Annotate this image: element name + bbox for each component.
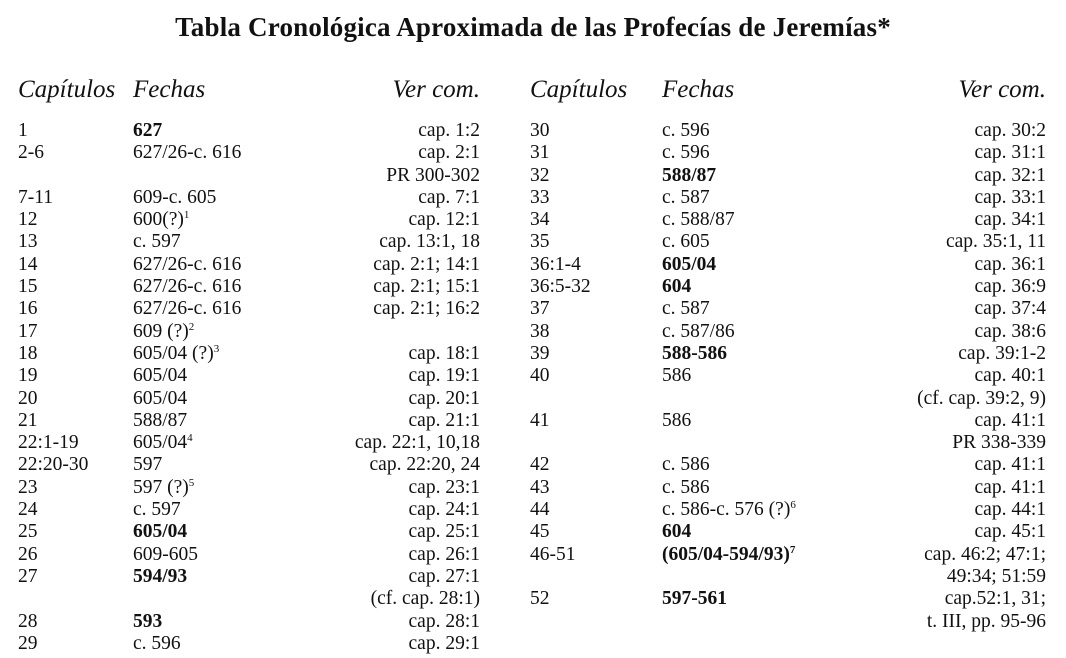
chapter-cell: 36:1-4 bbox=[530, 253, 581, 275]
table-row bbox=[530, 388, 1046, 410]
date-cell bbox=[662, 165, 716, 187]
chapter-cell: 18 bbox=[18, 342, 38, 364]
table-row bbox=[18, 611, 480, 633]
date-text: c. 587/86 bbox=[662, 320, 735, 342]
reference-cell: cap. 19:1 bbox=[408, 365, 480, 387]
table-row bbox=[18, 544, 480, 566]
date-text: 609 (?) bbox=[133, 320, 189, 342]
chapter-cell: 40 bbox=[530, 365, 550, 387]
date-cell bbox=[133, 611, 162, 633]
date-text: c. 596 bbox=[662, 120, 710, 141]
reference-cell: cap. 28:1 bbox=[408, 610, 480, 632]
date-cell bbox=[662, 477, 710, 499]
date-cell bbox=[662, 120, 710, 142]
chapter-cell: 12 bbox=[18, 209, 38, 231]
table-row bbox=[530, 544, 1046, 566]
date-text: c. 586 bbox=[662, 476, 710, 498]
table-row bbox=[530, 298, 1046, 320]
date-text: 593 bbox=[133, 610, 163, 632]
table-row bbox=[530, 432, 1046, 454]
table-row bbox=[18, 254, 480, 276]
date-text: 605/04 bbox=[133, 387, 188, 409]
reference-cell: cap. 39:1-2 bbox=[958, 342, 1046, 364]
date-text: c. 597 bbox=[133, 499, 181, 521]
chapter-cell: 19 bbox=[18, 365, 38, 387]
reference-cell: cap. 32:1 bbox=[974, 164, 1046, 186]
date-cell bbox=[662, 499, 796, 521]
reference-cell: cap. 12:1 bbox=[408, 209, 480, 231]
chapter-cell: 33 bbox=[530, 186, 550, 208]
reference-cell: cap. 35:1, 11 bbox=[945, 231, 1046, 253]
table-row bbox=[530, 454, 1046, 476]
date-cell bbox=[133, 544, 198, 566]
chapter-cell: 26 bbox=[18, 543, 38, 565]
chapter-cell: 14 bbox=[18, 253, 38, 275]
chapter-cell: 39 bbox=[530, 342, 550, 364]
date-cell bbox=[133, 410, 187, 432]
date-cell bbox=[133, 432, 193, 454]
date-text: c. 596 bbox=[133, 632, 181, 654]
date-cell bbox=[133, 566, 187, 588]
chapter-cell: 30 bbox=[530, 120, 550, 141]
footnote-mark: 5 bbox=[188, 476, 195, 489]
reference-cell: cap. 29:1 bbox=[408, 632, 480, 654]
chapter-cell: 27 bbox=[18, 565, 38, 587]
chapter-cell: 38 bbox=[530, 320, 550, 342]
page-title: Tabla Cronológica Aproximada de las Profecías de Jeremías* bbox=[175, 12, 891, 42]
date-text: 627/26-c. 616 bbox=[133, 142, 242, 164]
table-row bbox=[530, 165, 1046, 187]
date-text: 605/04 (?) bbox=[133, 342, 214, 364]
header-chapters: Capítulos bbox=[18, 76, 116, 103]
date-cell bbox=[662, 231, 710, 253]
chapter-cell: 17 bbox=[18, 320, 38, 342]
chapter-cell: 37 bbox=[530, 298, 550, 320]
table-row bbox=[18, 410, 480, 432]
reference-cell: cap. 41:1 bbox=[974, 409, 1046, 431]
chapter-cell: 43 bbox=[530, 476, 550, 498]
reference-cell: cap. 23:1 bbox=[408, 476, 480, 498]
table-row bbox=[530, 120, 1046, 142]
table-row bbox=[530, 142, 1046, 164]
table-row bbox=[530, 566, 1046, 588]
date-text: 604 bbox=[662, 276, 692, 298]
chapter-cell: 32 bbox=[530, 164, 550, 186]
table-row bbox=[18, 298, 480, 320]
chapter-cell: 45 bbox=[530, 521, 550, 543]
reference-cell: cap. 44:1 bbox=[974, 499, 1046, 521]
chapter-cell: 2-6 bbox=[18, 142, 44, 164]
date-cell bbox=[662, 343, 727, 365]
date-cell bbox=[133, 321, 194, 343]
date-cell bbox=[133, 388, 187, 410]
chapter-cell: 31 bbox=[530, 142, 550, 164]
chapter-cell: 46-51 bbox=[530, 543, 576, 565]
table-row bbox=[530, 231, 1046, 253]
reference-cell: cap. 41:1 bbox=[974, 454, 1046, 476]
reference-cell: cap. 40:1 bbox=[974, 365, 1046, 387]
table-row bbox=[18, 365, 480, 387]
reference-cell: PR 300-302 bbox=[386, 164, 480, 186]
reference-cell: cap. 30:2 bbox=[974, 120, 1046, 141]
date-cell bbox=[133, 521, 187, 543]
date-text: c. 587 bbox=[662, 186, 710, 208]
date-cell bbox=[133, 298, 241, 320]
date-text: 609-605 bbox=[133, 543, 198, 565]
date-text: 586 bbox=[662, 409, 692, 431]
date-cell bbox=[133, 254, 241, 276]
footnote-mark: 1 bbox=[183, 209, 190, 222]
table-row bbox=[530, 499, 1046, 521]
table-row bbox=[530, 611, 1046, 633]
chapter-cell: 52 bbox=[530, 588, 550, 610]
table-row bbox=[530, 410, 1046, 432]
reference-cell: cap.52:1, 31; bbox=[944, 588, 1046, 610]
date-text: 597-561 bbox=[662, 588, 727, 610]
date-text: 586 bbox=[662, 365, 692, 387]
date-text: c. 596 bbox=[662, 142, 710, 164]
reference-cell: cap. 41:1 bbox=[974, 476, 1046, 498]
date-cell bbox=[133, 209, 189, 231]
date-cell bbox=[662, 187, 710, 209]
date-cell bbox=[133, 499, 181, 521]
table-row bbox=[530, 365, 1046, 387]
table-row bbox=[530, 321, 1046, 343]
reference-cell: cap. 13:1, 18 bbox=[379, 231, 480, 253]
reference-cell: cap. 24:1 bbox=[408, 499, 480, 521]
table-row bbox=[18, 499, 480, 521]
date-text: c. 597 bbox=[133, 231, 181, 253]
chapter-cell: 16 bbox=[18, 298, 38, 320]
chapter-cell: 21 bbox=[18, 409, 38, 431]
chapter-cell: 36:5-32 bbox=[530, 276, 591, 298]
date-cell bbox=[662, 588, 727, 610]
date-text: 588-586 bbox=[662, 342, 727, 364]
date-cell bbox=[133, 454, 162, 476]
table-row bbox=[18, 588, 480, 610]
reference-cell: cap. 7:1 bbox=[418, 186, 480, 208]
chapter-cell: 34 bbox=[530, 209, 550, 231]
table-row bbox=[530, 209, 1046, 231]
reference-cell: cap. 36:9 bbox=[974, 276, 1046, 298]
table-row bbox=[18, 521, 480, 543]
reference-cell: cap. 45:1 bbox=[974, 521, 1046, 543]
table-row bbox=[530, 477, 1046, 499]
footnote-mark: 3 bbox=[213, 342, 220, 355]
table-row bbox=[18, 187, 480, 209]
date-cell bbox=[662, 254, 716, 276]
date-cell bbox=[662, 142, 710, 164]
date-text: c. 605 bbox=[662, 231, 710, 253]
chapter-cell: 29 bbox=[18, 632, 38, 654]
date-text: 627 bbox=[133, 120, 163, 141]
date-text: 627/26-c. 616 bbox=[133, 253, 242, 275]
header-chapters: Capítulos bbox=[530, 76, 628, 103]
chapter-cell: 42 bbox=[530, 454, 550, 476]
left-header-row bbox=[18, 76, 480, 120]
date-text: 627/26-c. 616 bbox=[133, 276, 242, 298]
date-text: (605/04-594/93) bbox=[662, 543, 790, 565]
table-row bbox=[530, 187, 1046, 209]
chapter-cell: 22:20-30 bbox=[18, 454, 89, 476]
reference-cell: cap. 2:1; 14:1 bbox=[373, 253, 480, 275]
date-cell bbox=[662, 321, 735, 343]
date-cell bbox=[662, 209, 735, 231]
chapter-cell: 13 bbox=[18, 231, 38, 253]
date-text: c. 586 bbox=[662, 454, 710, 476]
right-header-row bbox=[530, 76, 1046, 120]
chapter-cell: 20 bbox=[18, 387, 38, 409]
date-text: 600(?) bbox=[133, 209, 184, 231]
table-row bbox=[18, 477, 480, 499]
reference-cell: cap. 38:6 bbox=[974, 320, 1046, 342]
table-row bbox=[18, 142, 480, 164]
reference-cell: cap. 20:1 bbox=[408, 387, 480, 409]
date-text: 605/04 bbox=[133, 365, 188, 387]
reference-cell: cap. 27:1 bbox=[408, 565, 480, 587]
reference-cell: t. III, pp. 95-96 bbox=[926, 610, 1046, 632]
date-cell bbox=[133, 343, 219, 365]
date-text: 605/04 bbox=[133, 521, 188, 543]
reference-cell: cap. 36:1 bbox=[974, 253, 1046, 275]
reference-cell: PR 338-339 bbox=[952, 432, 1046, 454]
chapter-cell: 1 bbox=[18, 120, 28, 141]
chapter-cell: 7-11 bbox=[18, 186, 54, 208]
date-text: 627/26-c. 616 bbox=[133, 298, 242, 320]
table-row bbox=[18, 120, 480, 142]
date-text: 597 (?) bbox=[133, 476, 189, 498]
date-text: 609-c. 605 bbox=[133, 186, 217, 208]
table-row bbox=[530, 276, 1046, 298]
chapter-cell: 23 bbox=[18, 476, 38, 498]
table-row bbox=[530, 521, 1046, 543]
date-cell bbox=[662, 454, 710, 476]
date-cell bbox=[133, 142, 241, 164]
date-cell bbox=[662, 365, 691, 387]
date-text: c. 586-c. 576 (?) bbox=[662, 499, 791, 521]
table-row bbox=[18, 343, 480, 365]
reference-cell: cap. 37:4 bbox=[974, 298, 1046, 320]
header-dates: Fechas bbox=[133, 76, 206, 103]
date-cell bbox=[133, 231, 181, 253]
date-cell bbox=[133, 633, 181, 655]
right-rows bbox=[530, 120, 1046, 633]
date-text: c. 587 bbox=[662, 298, 710, 320]
chapter-cell: 22:1-19 bbox=[18, 432, 79, 454]
date-cell bbox=[662, 298, 710, 320]
table-row bbox=[18, 209, 480, 231]
date-cell bbox=[662, 276, 691, 298]
chapter-cell: 15 bbox=[18, 276, 38, 298]
date-cell bbox=[662, 410, 691, 432]
table-row bbox=[18, 432, 480, 454]
date-text: 605/04 bbox=[662, 253, 717, 275]
table-row bbox=[18, 388, 480, 410]
reference-cell: cap. 22:1, 10,18 bbox=[354, 432, 480, 454]
table-row bbox=[18, 454, 480, 476]
date-cell bbox=[133, 120, 162, 142]
date-text: 594/93 bbox=[133, 565, 188, 587]
chapter-cell: 28 bbox=[18, 610, 38, 632]
chapter-cell: 24 bbox=[18, 499, 38, 521]
table-row bbox=[18, 566, 480, 588]
date-text: c. 588/87 bbox=[662, 209, 735, 231]
date-cell bbox=[133, 187, 216, 209]
reference-cell: (cf. cap. 39:2, 9) bbox=[917, 387, 1046, 409]
reference-cell: cap. 33:1 bbox=[974, 186, 1046, 208]
footnote-mark: 6 bbox=[790, 499, 796, 512]
reference-cell: cap. 2:1; 16:2 bbox=[373, 298, 480, 320]
table-row bbox=[18, 276, 480, 298]
date-text: 605/04 bbox=[133, 432, 188, 454]
chapter-cell: 25 bbox=[18, 521, 38, 543]
header-see-comment: Ver com. bbox=[392, 76, 480, 103]
right-table bbox=[530, 76, 1046, 633]
footnote-mark: 7 bbox=[789, 543, 796, 556]
header-see-comment: Ver com. bbox=[958, 76, 1046, 103]
header-dates: Fechas bbox=[662, 76, 735, 103]
date-cell bbox=[133, 276, 241, 298]
table-row bbox=[18, 321, 480, 343]
chapter-cell: 35 bbox=[530, 231, 550, 253]
table-row bbox=[530, 588, 1046, 610]
reference-cell: cap. 25:1 bbox=[408, 521, 480, 543]
reference-cell: cap. 1:2 bbox=[418, 120, 480, 141]
table-row bbox=[530, 254, 1046, 276]
date-cell bbox=[662, 544, 795, 566]
date-text: 604 bbox=[662, 521, 692, 543]
reference-cell: cap. 26:1 bbox=[408, 543, 480, 565]
date-text: 588/87 bbox=[662, 164, 717, 186]
footnote-mark: 4 bbox=[187, 432, 193, 445]
reference-cell: cap. 22:20, 24 bbox=[369, 454, 480, 476]
table-row bbox=[18, 231, 480, 253]
date-text: 597 bbox=[133, 454, 163, 476]
reference-cell: cap. 2:1 bbox=[418, 142, 480, 164]
date-cell bbox=[662, 521, 691, 543]
chapter-cell: 44 bbox=[530, 499, 550, 521]
date-cell bbox=[133, 365, 187, 387]
reference-cell: cap. 21:1 bbox=[408, 409, 480, 431]
date-cell bbox=[133, 477, 194, 499]
reference-cell: cap. 2:1; 15:1 bbox=[373, 276, 480, 298]
reference-cell: 49:34; 51:59 bbox=[946, 565, 1046, 587]
reference-cell: cap. 46:2; 47:1; bbox=[924, 543, 1046, 565]
left-table bbox=[18, 76, 480, 655]
date-text: 588/87 bbox=[133, 409, 188, 431]
reference-cell: (cf. cap. 28:1) bbox=[370, 588, 480, 610]
reference-cell: cap. 34:1 bbox=[974, 209, 1046, 231]
table-row bbox=[18, 165, 480, 187]
footnote-mark: 2 bbox=[188, 320, 195, 333]
table-row bbox=[18, 633, 480, 655]
reference-cell: cap. 18:1 bbox=[408, 342, 480, 364]
left-rows bbox=[18, 120, 480, 655]
reference-cell: cap. 31:1 bbox=[974, 142, 1046, 164]
chapter-cell: 41 bbox=[530, 409, 550, 431]
table-row bbox=[530, 343, 1046, 365]
